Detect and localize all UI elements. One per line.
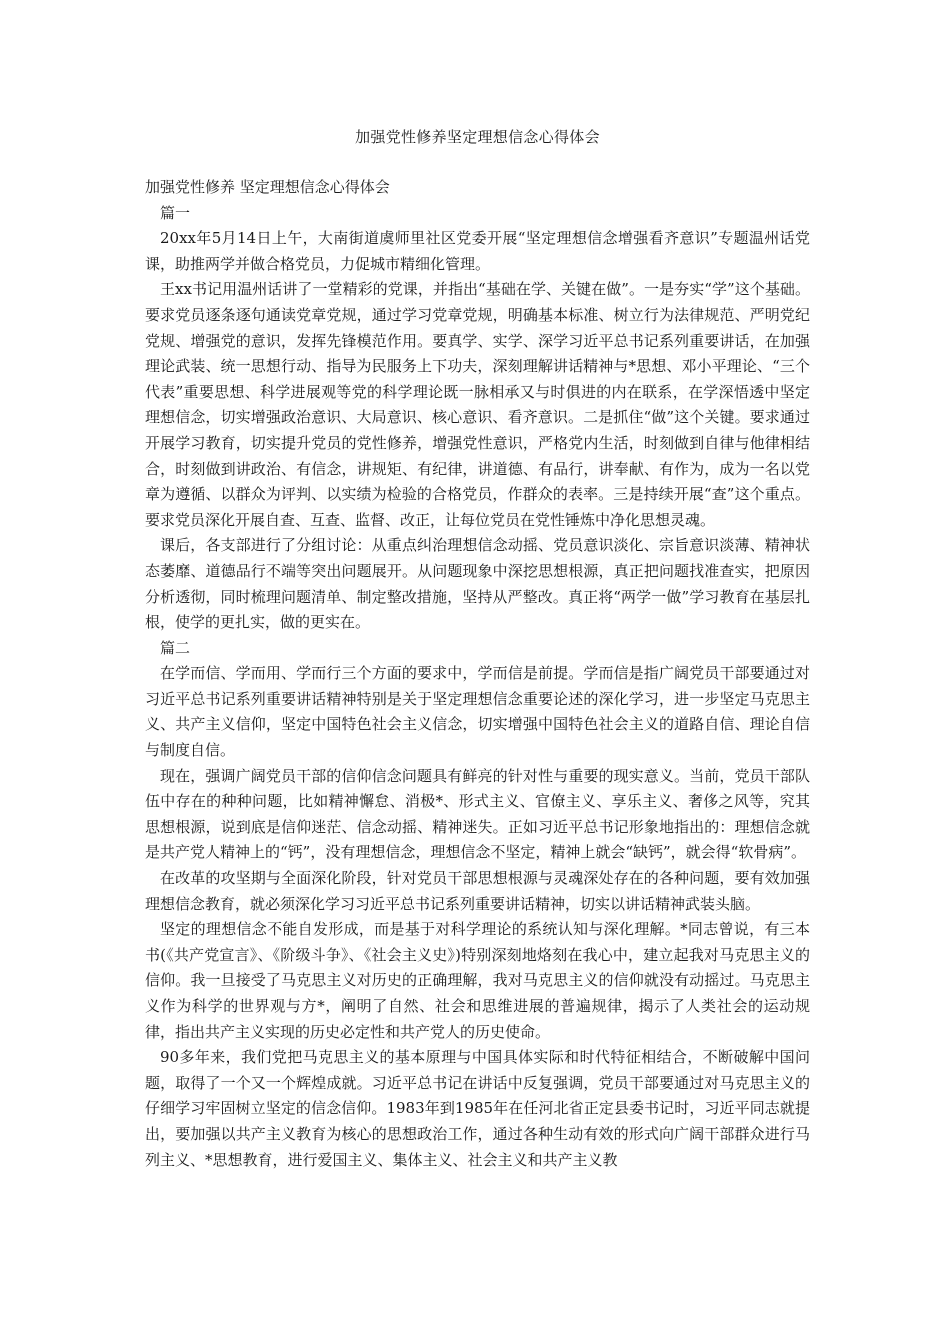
paragraph: 在改革的攻坚期与全面深化阶段，针对党员干部思想根源与灵魂深处存在的各种问题，要有效加强理想信念教育，就必须深化学习习近平总书记系列重要讲话精神，切实以讲话精神武装头脑。 [145,869,810,913]
paragraph: 在学而信、学而用、学而行三个方面的要求中，学而信是前提。学而信是指广阔党员干部要通过对习近平总书记系列重要讲话精神特别是关于坚定理想信念重要论述的深化学习，进一步坚定马克思主义、共产主义信仰，坚定中国特色社会主义信念，切实增强中国特色社会主义的道路自信、理论自信与制度自信。 [145,664,810,760]
paragraph: 20xx年5月14日上午，大南街道虞师里社区党委开展“坚定理想信念增强看齐意识”专题温州话党课，助推两学并做合格党员，力促城市精细化管理。 [145,229,810,273]
paragraph: 王xx书记用温州话讲了一堂精彩的党课，并指出“基础在学、关键在做”。一是夯实“学”这个基础。要求党员逐条逐句通读党章党规，通过学习党章党规，明确基本标准、树立行为法律规范、严明党纪党规、增强党的意识，发挥先锋模范作用。要真学、实学、深学习近平总书记系列重要讲话，在加强理论武装、统一思想行动、指导为民服务上下功夫，深刻理解讲话精神与*思想、邓小平理论、“三个代表”重要思想、科学进展观等党的科学理论既一脉相承又与时俱进的内在联系，在学深悟透中坚定理想信念，切实增强政治意识、大局意识、核心意识、看齐意识。二是抓住“做”这个关键。要求通过开展学习教育，切实提升党员的党性修养，增强党性意识，严格党内生活，时刻做到自律与他律相结合，时刻做到讲政治、有信念，讲规矩、有纪律，讲道德、有品行，讲奉献、有作为，成为一名以党章为遵循、以群众为评判、以实绩为检验的合格党员，作群众的表率。三是持续开展“查”这个重点。要求党员深化开展自查、互查、监督、改正，让每位党员在党性锤炼中净化思想灵魂。 [145,280,810,529]
paragraph: 现在，强调广阔党员干部的信仰信念问题具有鲜亮的针对性与重要的现实意义。当前，党员干部队伍中存在的种种问题，比如精神懈怠、消极*、形式主义、官僚主义、享乐主义、奢侈之风等，究其思想根源，说到底是信仰迷茫、信念动摇、精神迷失。正如习近平总书记形象地指出的：理想信念就是共产党人精神上的“钙”，没有理想信念，理想信念不坚定，精神上就会“缺钙”，就会得“软骨病”。 [145,766,810,862]
section-heading-2: 篇二 [160,638,191,657]
document-body [145,175,810,1173]
section-heading-1: 篇一 [160,203,191,222]
paragraph: 坚定的理想信念不能自发形成，而是基于对科学理论的系统认知与深化理解。*同志曾说，有三本书(《共产党宣言》、《阶级斗争》、《社会主义史》)特别深刻地烙刻在我心中，建立起我对马克思主义的信仰。我一旦接受了马克思主义对历史的正确理解，我对马克思主义的信仰就没有动摇过。马克思主义作为科学的世界观与方*，阐明了自然、社会和思维进展的普遍规律，揭示了人类社会的运动规律，指出共产主义实现的历史必定性和共产党人的历史使命。 [145,920,810,1041]
paragraph: 课后，各支部进行了分组讨论：从重点纠治理想信念动摇、党员意识淡化、宗旨意识淡薄、精神状态萎靡、道德品行不端等突出问题展开。从问题现象中深挖思想根源，真正把问题找准查实，把原因分析透彻，同时梳理问题清单、制定整改措施，坚持从严整改。真正将“两学一做”学习教育在基层扎根，使学的更扎实，做的更实在。 [145,536,810,632]
document-subtitle: 加强党性修养 坚定理想信念心得体会 [145,178,390,196]
document-title: 加强党性修养坚定理想信念心得体会 [355,128,600,146]
paragraph: 90多年来，我们党把马克思主义的基本原理与中国具体实际和时代特征相结合，不断破解中国问题，取得了一个又一个辉煌成就。习近平总书记在讲话中反复强调，党员干部要通过对马克思主义的仔细学习牢固树立坚定的信念信仰。1983年到1985年在任河北省正定县委书记时，习近平同志就提出，要加强以共产主义教育为核心的思想政治工作，通过各种生动有效的形式向广阔干部群众进行马列主义、*思想教育，进行爱国主义、集体主义、社会主义和共产主义教 [145,1048,810,1169]
